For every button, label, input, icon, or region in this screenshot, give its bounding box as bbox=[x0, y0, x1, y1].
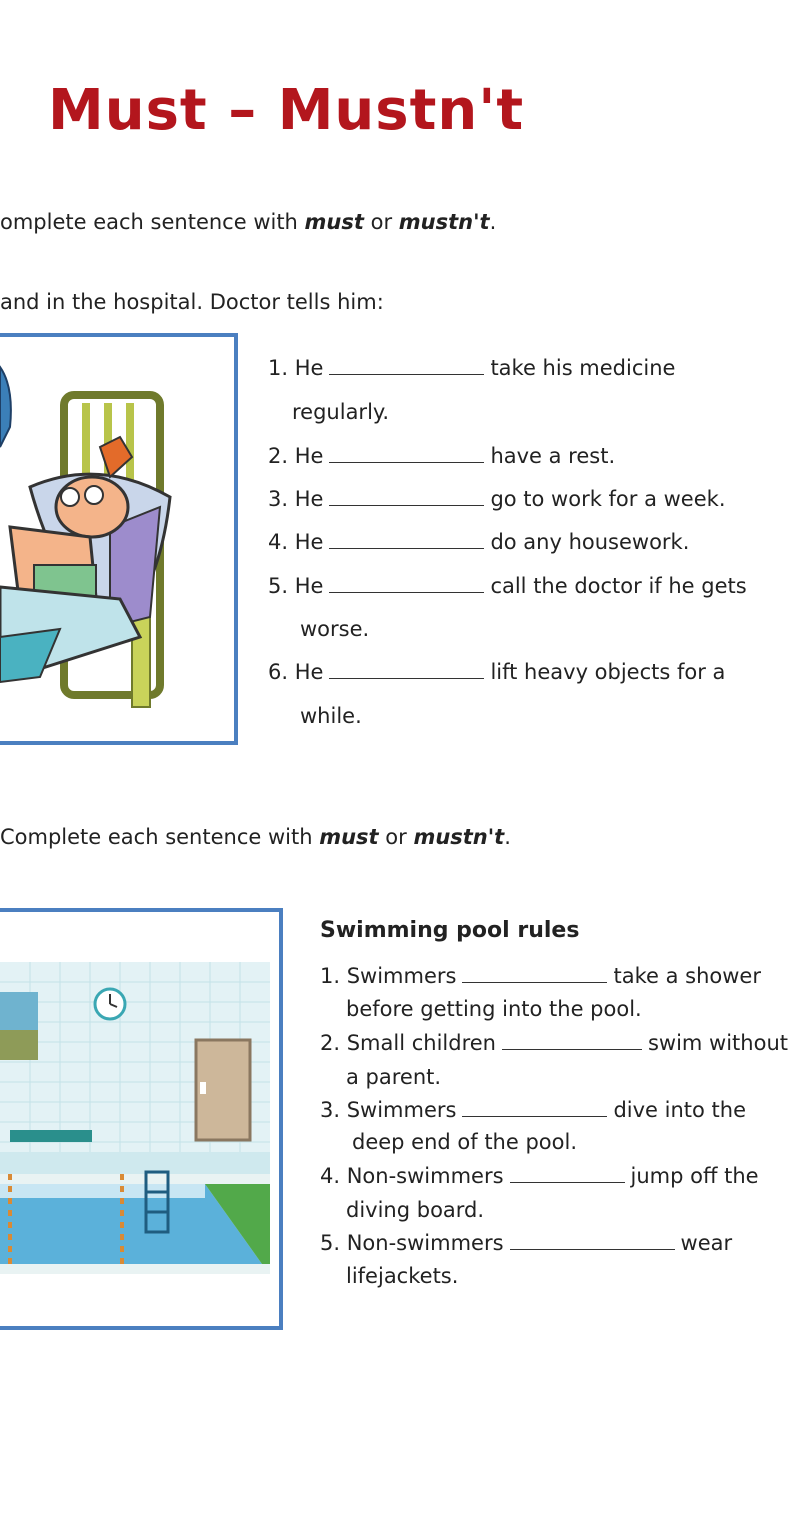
ex2-sentence-4-cont: diving board. bbox=[346, 1198, 485, 1222]
instruction-text: omplete each sentence with bbox=[0, 210, 305, 234]
exercise2-instruction bbox=[0, 825, 511, 849]
period: . bbox=[489, 210, 497, 234]
sentence-subject: 1. Swimmers bbox=[320, 964, 457, 988]
ex2-sentence-3 bbox=[320, 1098, 746, 1122]
sentence-subject: 2. He bbox=[268, 444, 324, 468]
sentence-rest: do any housework. bbox=[490, 530, 690, 554]
answer-blank[interactable] bbox=[462, 981, 607, 983]
sentence-rest: have a rest. bbox=[490, 444, 616, 468]
or-word: or bbox=[378, 825, 414, 849]
page-title: Must – Mustn't bbox=[48, 78, 525, 143]
sentence-subject: 3. He bbox=[268, 487, 324, 511]
sentence-rest: wear bbox=[680, 1231, 733, 1255]
ex1-sentence-4 bbox=[268, 530, 689, 554]
answer-blank[interactable] bbox=[502, 1048, 642, 1050]
sick-man-in-bed-icon bbox=[0, 337, 234, 741]
ex1-sentence-2 bbox=[268, 444, 615, 468]
swimming-pool-icon bbox=[0, 912, 279, 1326]
ex2-sentence-3-cont: deep end of the pool. bbox=[352, 1130, 578, 1154]
sentence-subject: 6. He bbox=[268, 660, 324, 684]
ex1-sentence-1-cont: regularly. bbox=[292, 400, 390, 424]
sentence-rest: go to work for a week. bbox=[490, 487, 726, 511]
ex1-sentence-5-cont: worse. bbox=[300, 617, 370, 641]
must-word: must bbox=[319, 825, 379, 849]
sentence-subject: 1. He bbox=[268, 356, 324, 380]
sentence-subject: 3. Swimmers bbox=[320, 1098, 457, 1122]
ex2-sentence-1 bbox=[320, 964, 761, 988]
sentence-rest: take his medicine bbox=[490, 356, 676, 380]
answer-blank[interactable] bbox=[329, 461, 484, 463]
ex2-sentence-2 bbox=[320, 1031, 788, 1055]
sentence-subject: 2. Small children bbox=[320, 1031, 496, 1055]
ex2-sentence-2-cont: a parent. bbox=[346, 1065, 442, 1089]
sentence-rest: swim without bbox=[647, 1031, 788, 1055]
answer-blank[interactable] bbox=[510, 1181, 625, 1183]
ex2-sentence-4 bbox=[320, 1164, 759, 1188]
sentence-subject: 4. Non-swimmers bbox=[320, 1164, 504, 1188]
ex2-sentence-5-cont: lifejackets. bbox=[346, 1264, 459, 1288]
ex1-sentence-5 bbox=[268, 574, 747, 598]
ex1-sentence-6-cont: while. bbox=[300, 704, 362, 728]
sentence-subject: 5. Non-swimmers bbox=[320, 1231, 504, 1255]
sentence-subject: 4. He bbox=[268, 530, 324, 554]
ex1-sentence-6 bbox=[268, 660, 725, 684]
ex2-sentence-1-cont: before getting into the pool. bbox=[346, 997, 642, 1021]
pool-rules-heading: Swimming pool rules bbox=[320, 918, 580, 943]
exercise1-context: and in the hospital. Doctor tells him: bbox=[0, 290, 384, 314]
mustnt-word: mustn't bbox=[398, 210, 490, 234]
period: . bbox=[504, 825, 511, 849]
or-word: or bbox=[363, 210, 399, 234]
answer-blank[interactable] bbox=[462, 1115, 607, 1117]
hospital-illustration bbox=[0, 333, 238, 745]
mustnt-word: mustn't bbox=[413, 825, 505, 849]
sentence-rest: lift heavy objects for a bbox=[490, 660, 726, 684]
sentence-rest: take a shower bbox=[613, 964, 761, 988]
instruction-text: Complete each sentence with bbox=[0, 825, 320, 849]
ex2-sentence-5 bbox=[320, 1231, 732, 1255]
sentence-rest: dive into the bbox=[613, 1098, 747, 1122]
ex1-sentence-1 bbox=[268, 356, 675, 380]
answer-blank[interactable] bbox=[329, 591, 484, 593]
exercise1-instruction bbox=[0, 210, 496, 234]
ex1-sentence-3 bbox=[268, 487, 726, 511]
sentence-rest: call the doctor if he gets bbox=[490, 574, 747, 598]
sentence-subject: 5. He bbox=[268, 574, 324, 598]
answer-blank[interactable] bbox=[329, 373, 484, 375]
answer-blank[interactable] bbox=[510, 1248, 675, 1250]
answer-blank[interactable] bbox=[329, 547, 484, 549]
must-word: must bbox=[304, 210, 364, 234]
answer-blank[interactable] bbox=[329, 504, 484, 506]
answer-blank[interactable] bbox=[329, 677, 484, 679]
pool-illustration bbox=[0, 908, 283, 1330]
sentence-rest: jump off the bbox=[630, 1164, 759, 1188]
